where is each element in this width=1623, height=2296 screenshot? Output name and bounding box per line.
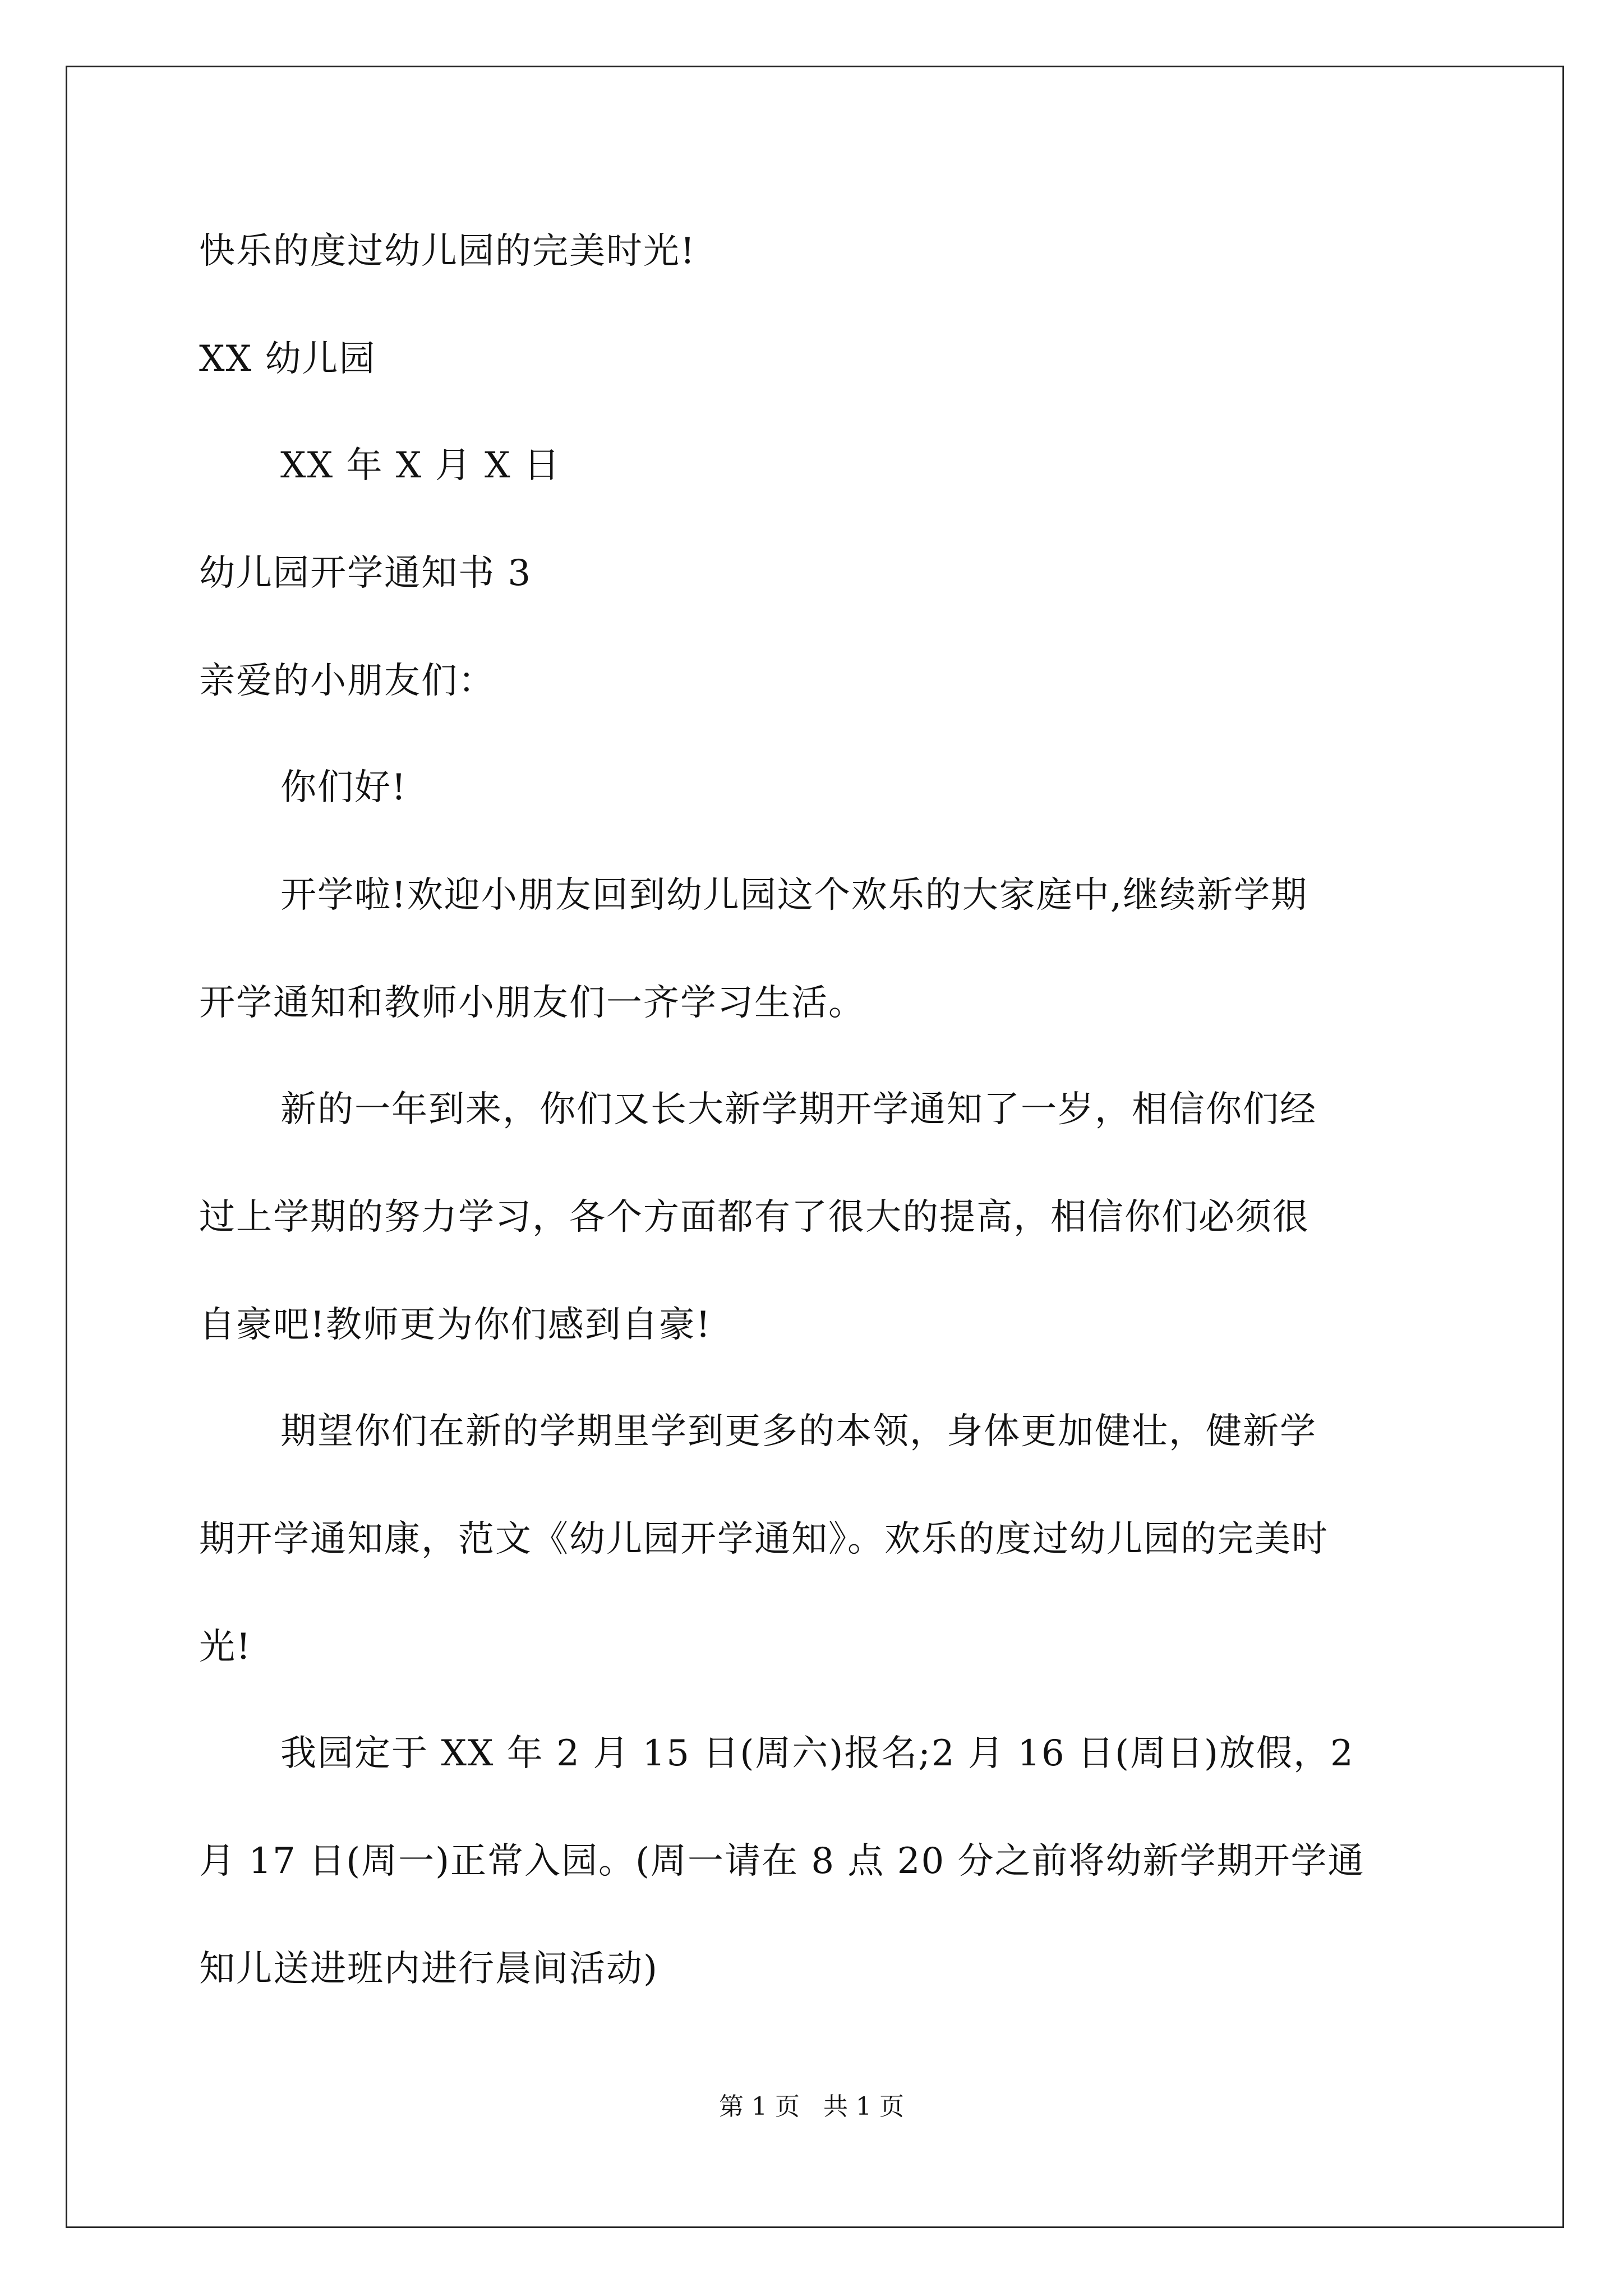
paragraph-line: 期开学通知康，范文《幼儿园开学通知》。欢乐的度过幼儿园的完美时 — [199, 1519, 1329, 1560]
paragraph-line: 光! — [199, 1626, 252, 1668]
paragraph-line: 我园定于 XX 年 2 月 15 日(周六)报名;2 月 16 日(周日)放假，2 — [280, 1733, 1354, 1774]
paragraph-line: 开学通知和教师小朋友们一齐学习生活。 — [199, 982, 865, 1024]
text-line-salutation: 亲爱的小朋友们： — [199, 660, 495, 702]
text-line-date: XX 年 X 月 X 日 — [280, 445, 561, 486]
paragraph-line: 开学啦!欢迎小朋友回到幼儿园这个欢乐的大家庭中,继续新学期 — [280, 875, 1308, 916]
text-line-closing: 快乐的度过幼儿园的完美时光! — [199, 231, 696, 272]
paragraph-line: 自豪吧!教师更为你们感到自豪! — [199, 1304, 712, 1346]
text-line-greeting: 你们好! — [280, 767, 407, 808]
paragraph-line: 知儿送进班内进行晨间活动) — [199, 1948, 658, 1990]
paragraph-line: 月 17 日(周一)正常入园。(周一请在 8 点 20 分之前将幼新学期开学通 — [199, 1841, 1365, 1882]
text-line-signature: XX 幼儿园 — [199, 338, 376, 380]
section-title: 幼儿园开学通知书 3 — [199, 553, 532, 594]
page-number-footer: 第 1 页 共 1 页 — [719, 2092, 904, 2121]
page-frame — [66, 66, 1564, 2228]
paragraph-line: 期望你们在新的学期里学到更多的本领，身体更加健壮，健新学 — [280, 1411, 1317, 1452]
paragraph-line: 过上学期的努力学习，各个方面都有了很大的提高，相信你们必须很 — [199, 1197, 1310, 1238]
paragraph-line: 新的一年到来，你们又长大新学期开学通知了一岁，相信你们经 — [280, 1089, 1317, 1130]
